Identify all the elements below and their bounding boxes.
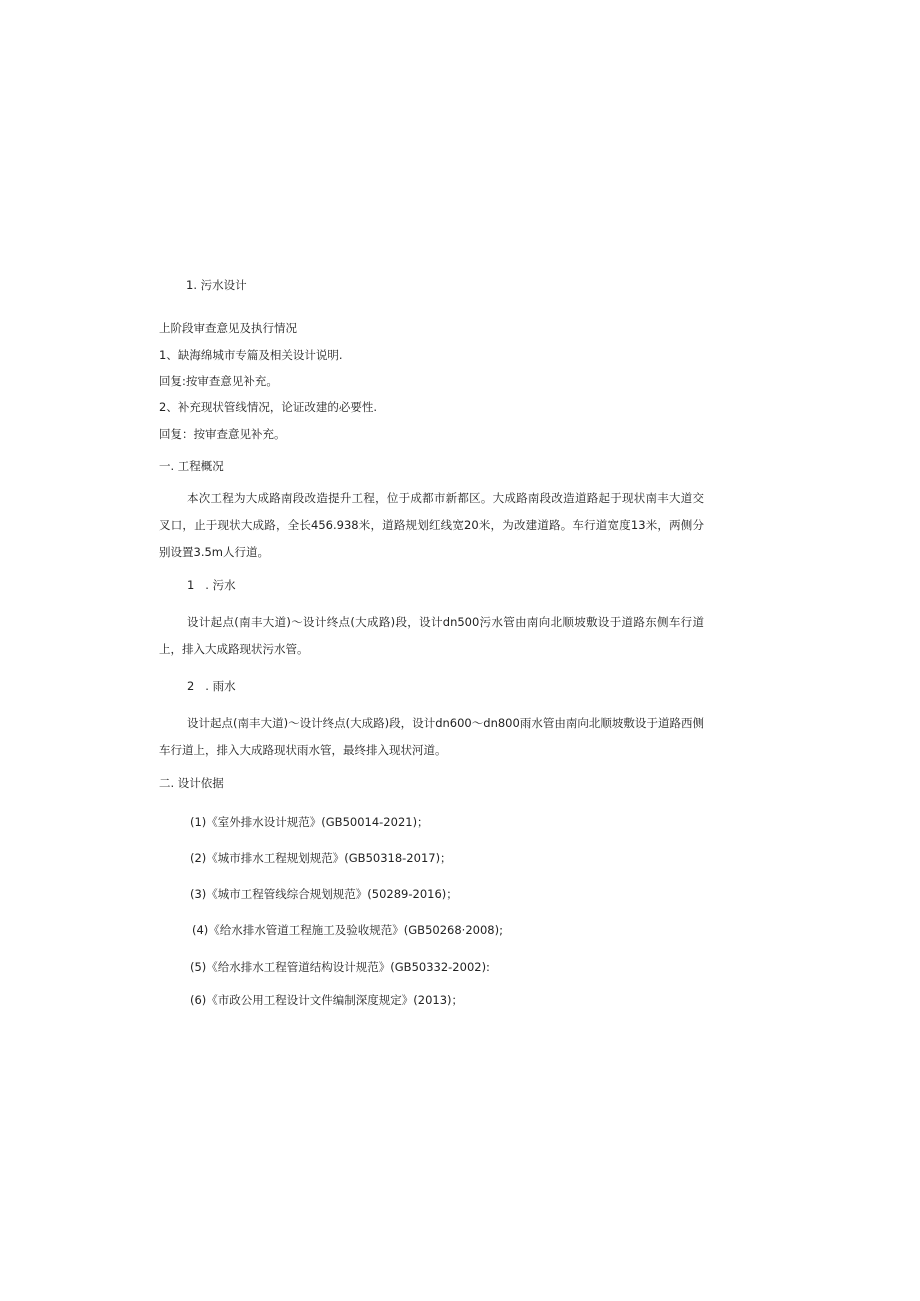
basis-item: (1)《室外排水设计规范》(GB50014-2021)； [190, 815, 429, 829]
review-item-2: 2、补充现状管线情况，论证改建的必要性. [159, 400, 377, 414]
basis-item: (5)《给水排水工程管道结构设计规范》(GB50332-2002): [190, 960, 490, 974]
review-item-1: 1、缺海绵城市专篇及相关设计说明. [159, 348, 343, 362]
rain-heading: 2 . 雨水 [187, 679, 236, 693]
section-title: 1. 污水设计 [186, 278, 247, 292]
basis-item: (2)《城市排水工程规划规范》(GB50318-2017)； [190, 851, 452, 865]
basis-item: (6)《市政公用工程设计文件编制深度规定》(2013)； [190, 993, 464, 1007]
overview-paragraph: 本次工程为大成路南段改造提升工程，位于成都市新都区。大成路南段改造道路起于现状南丰大道交叉口，止于现状大成路，全长456.938米，道路规划红线宽20米，为改建道路。车行道宽度13米，两侧分别设置3.5m人行道。 [159, 491, 704, 559]
sewage-heading: 1 . 污水 [187, 578, 236, 592]
basis-heading: 二. 设计依据 [159, 776, 224, 790]
review-heading: 上阶段审查意见及执行情况 [159, 321, 297, 335]
review-reply-2: 回复：按审查意见补充。 [159, 427, 286, 441]
rain-paragraph: 设计起点(南丰大道)～设计终点(大成路)段，设计dn600～dn800雨水管由南向北顺坡敷设于道路西侧车行道上，排入大成路现状雨水管，最终排入现状河道。 [159, 716, 704, 757]
review-reply-1: 回复:按审查意见补充。 [159, 374, 278, 388]
basis-item: (4)《给水排水管道工程施工及验收规范》(GB50268·2008); [192, 923, 503, 937]
overview-heading: 一. 工程概况 [159, 459, 224, 473]
basis-item: (3)《城市工程管线综合规划规范》(50289-2016)； [190, 887, 458, 901]
sewage-paragraph: 设计起点(南丰大道)～设计终点(大成路)段，设计dn500污水管由南向北顺坡敷设于道路东侧车行道上，排入大成路现状污水管。 [159, 615, 704, 656]
